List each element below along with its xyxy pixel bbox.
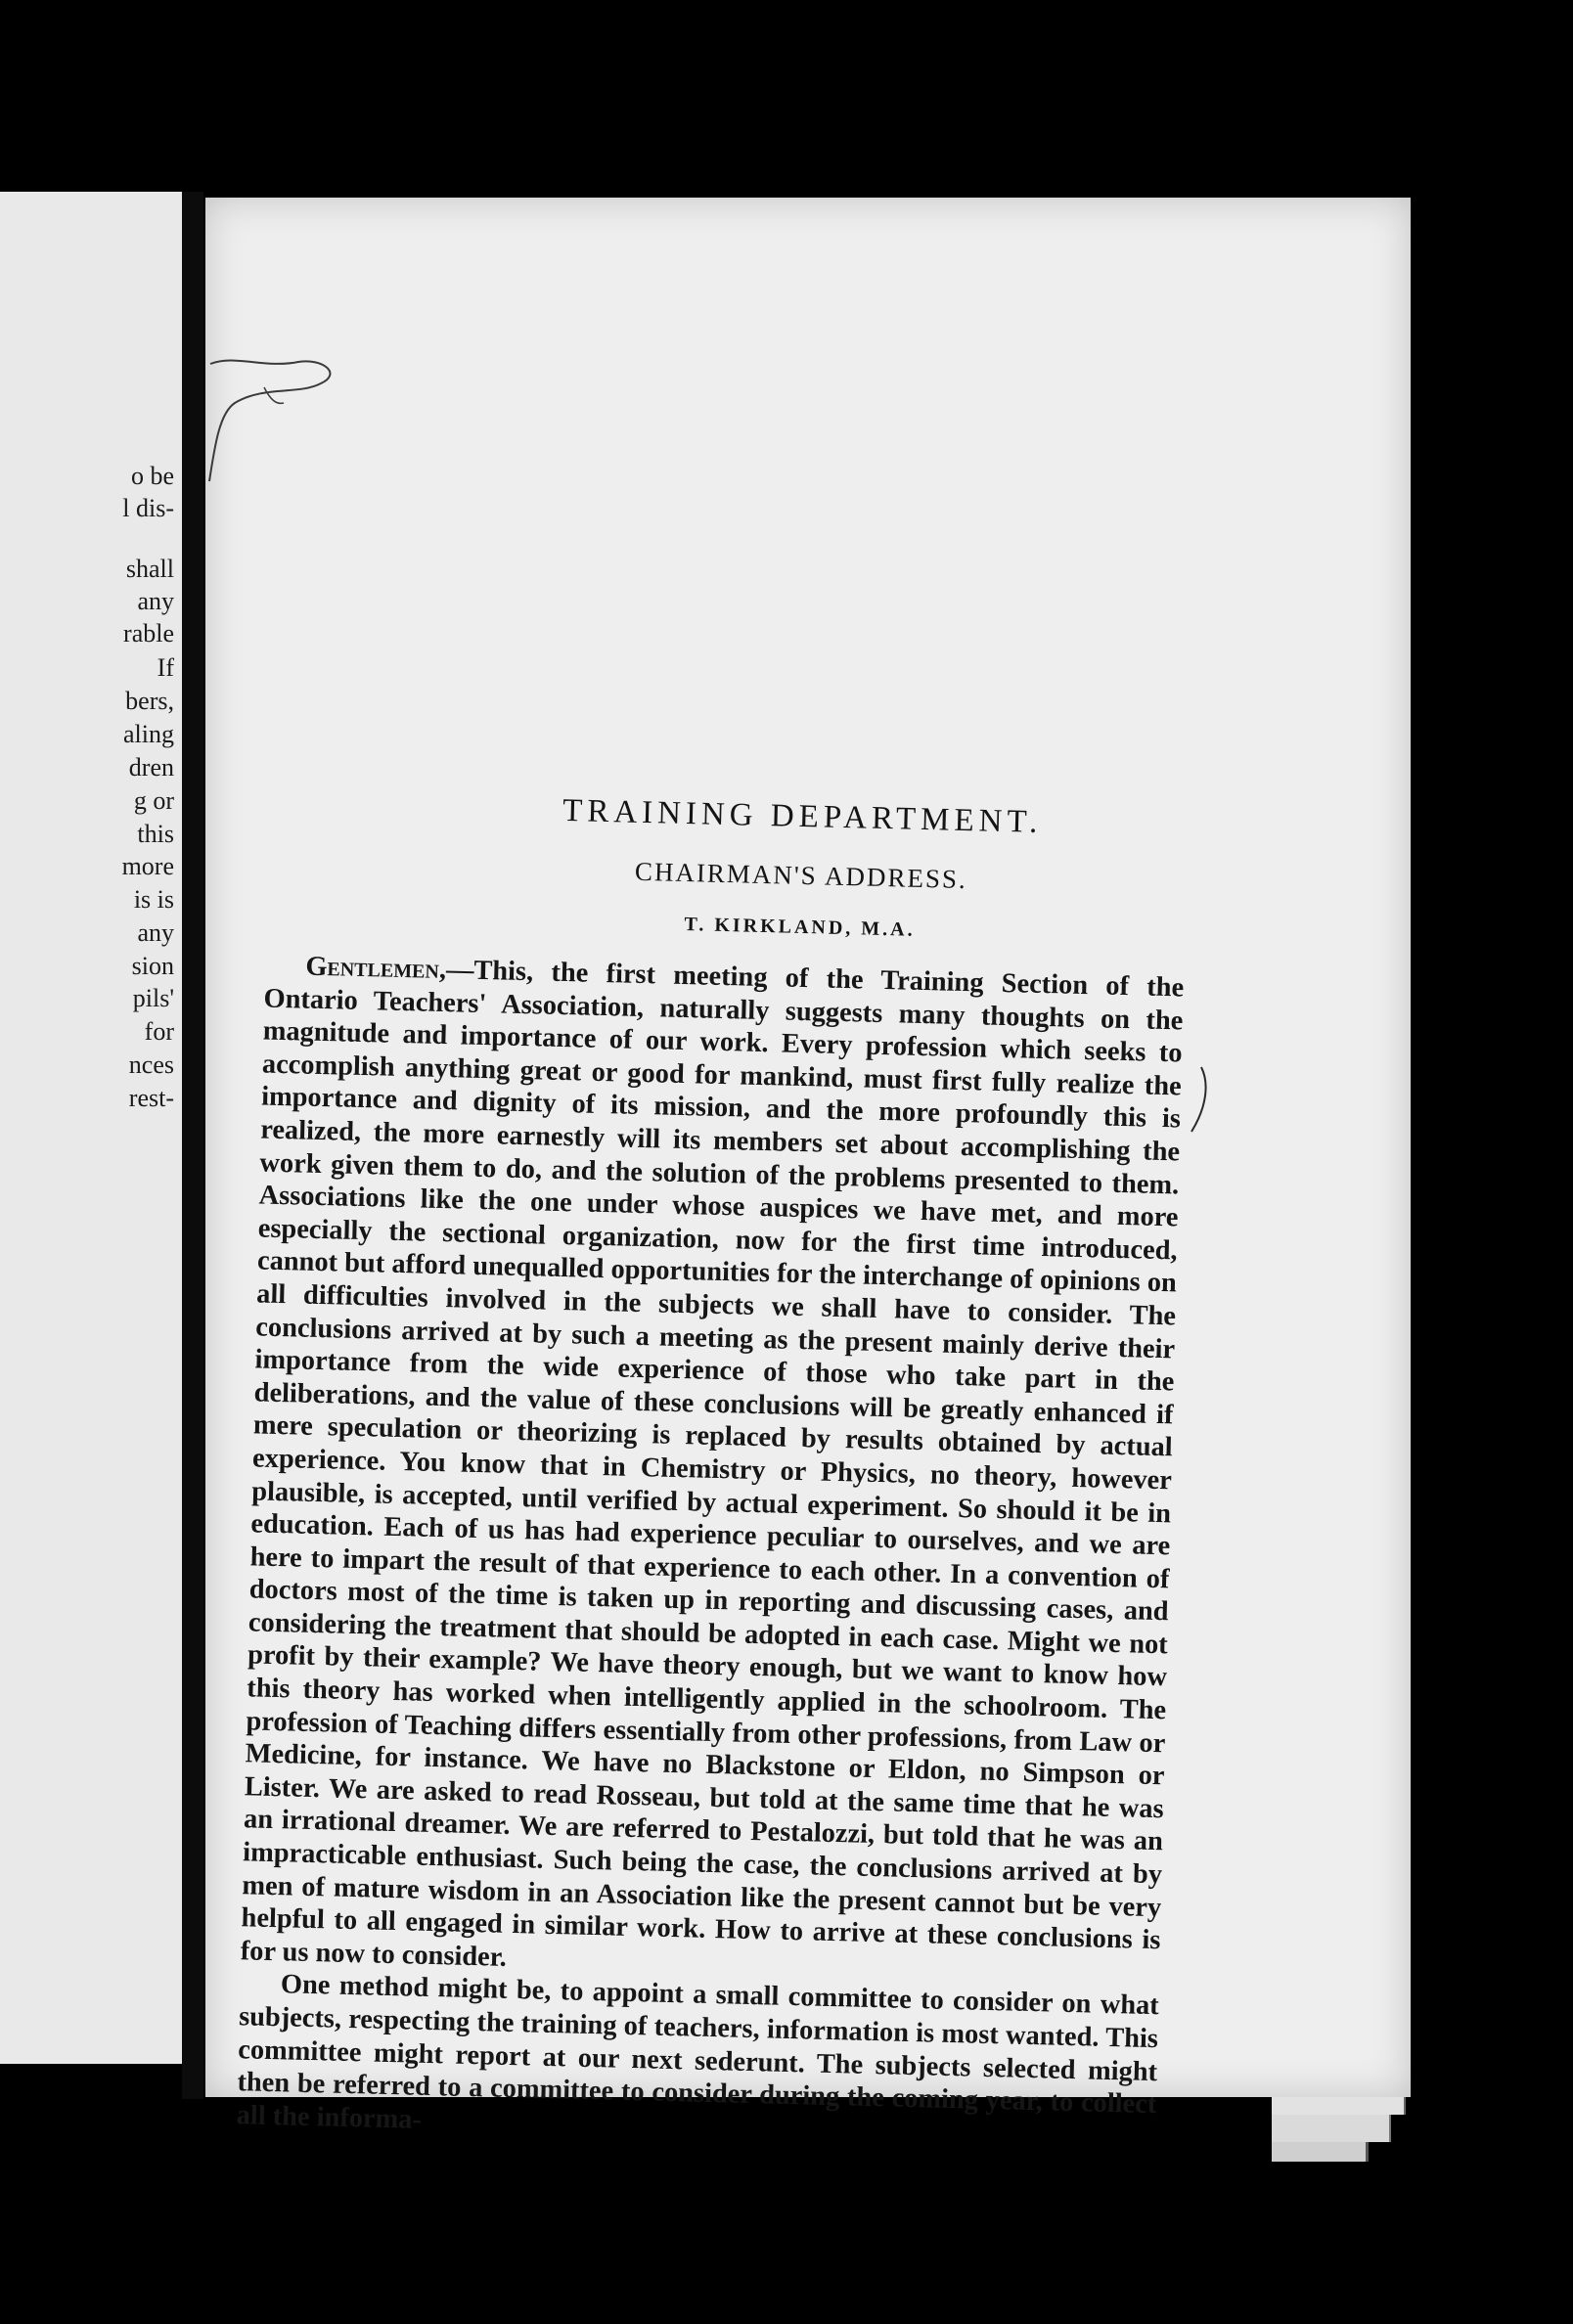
left-page-fragment: any <box>137 587 174 615</box>
left-facing-page <box>0 192 184 2064</box>
left-page-fragment: If <box>157 653 174 682</box>
margin-pencil-mark <box>1184 1063 1223 1141</box>
left-page-fragment: sion <box>131 952 174 980</box>
article-body <box>236 950 1184 2155</box>
address-title: CHAIRMAN'S ADDRESS. <box>634 856 968 895</box>
main-page <box>205 198 1411 2135</box>
left-page-fragment: dren <box>128 753 174 782</box>
pencil-scribble <box>205 344 382 501</box>
left-page-fragment: is is <box>133 885 174 914</box>
department-title: TRAINING DEPARTMENT. <box>562 792 1043 840</box>
salutation: Gentlemen, <box>305 951 447 986</box>
left-page-fragment: nces <box>128 1050 174 1079</box>
paragraph-text: —This, the first meeting of the Training Section of the Ontario Teachers' Association, naturally suggests many thoughts on the magnitude and importance of our work. Every profession which seeks to accomplish anything great or good for mankind, must first fully realize the importance and dignity of its mission, and the more profoundly this is realized, the more earnestly will its members set about accomplishing the work given them to do, and the solution of the problems presented to them. Associations like the one under whose auspices we have met, and more especially the sectional organization, now for the first time introduced, cannot but afford unequalled opportunities for the interchange of opinions on all difficulties involved in the subjects we shall have to consider. The conclusions arrived at by such a meeting as the present mainly derive their importance from the wide experience of those who take part in the deliberations, and the value of these conclusions will be greatly enhanced if mere speculation or theorizing is replaced by results obtained by actual experience. You know that in Chemistry or Physics, no theory, however plausible, is accepted, until verified by actual experiment. So should it be in education. Each of us has had experience peculiar to ourselves, and we are here to impart the result of that experience to each other. In a convention of doctors most of the time is taken up in reporting and discussing cases, and considering the treatment that should be adopted in each case. Might we not profit by their example? We have theory enough, but we want to know how this theory has worked when intelligently applied in the schoolroom. The profession of Teaching differs essentially from other professions, from Law or Medicine, for instance. We have no Blackstone or Eldon, no Simpson or Lister. We are asked to read Rosseau, but told at the same time that he was an irrational dreamer. We are referred to Pestalozzi, but told that he was an impracticable enthusiast. Such being the case, the conclusions arrived at by men of mature wisdom in an Association like the present cannot but be very helpful to all engaged in similar work. How to arrive at these conclusions is for us now to consider. <box>240 955 1185 1973</box>
left-page-fragment: g or <box>133 786 174 815</box>
paragraph <box>240 950 1184 1990</box>
left-page-fragment: bers, <box>125 687 174 715</box>
article <box>205 574 1411 2135</box>
left-page-fragment: shall <box>125 555 174 583</box>
left-page-fragment: more <box>121 852 174 880</box>
left-page-fragment: aling <box>123 720 174 748</box>
left-page-fragment: rest- <box>128 1084 174 1112</box>
left-page-fragment: any <box>137 918 174 947</box>
left-page-fragment: this <box>137 820 174 848</box>
left-page-fragment: pils' <box>132 984 174 1012</box>
paragraph <box>236 1968 1159 2155</box>
left-page-fragment: l dis- <box>122 494 174 522</box>
paragraph-text: One method might be, to appoint a small committee to consider on what subjects, respecting the training of teachers, information is most wanted. This committee might report at our next sederunt. The subjects selected might then be referred to a committee to consider during the coming year, to collect all the informa- <box>236 1969 1160 2135</box>
left-page-fragment: o be <box>130 462 174 490</box>
book-gutter <box>182 192 203 2099</box>
left-page-fragment: rable <box>123 619 174 648</box>
left-page-fragment: for <box>144 1017 174 1046</box>
author-byline: T. KIRKLAND, M.A. <box>684 914 916 941</box>
